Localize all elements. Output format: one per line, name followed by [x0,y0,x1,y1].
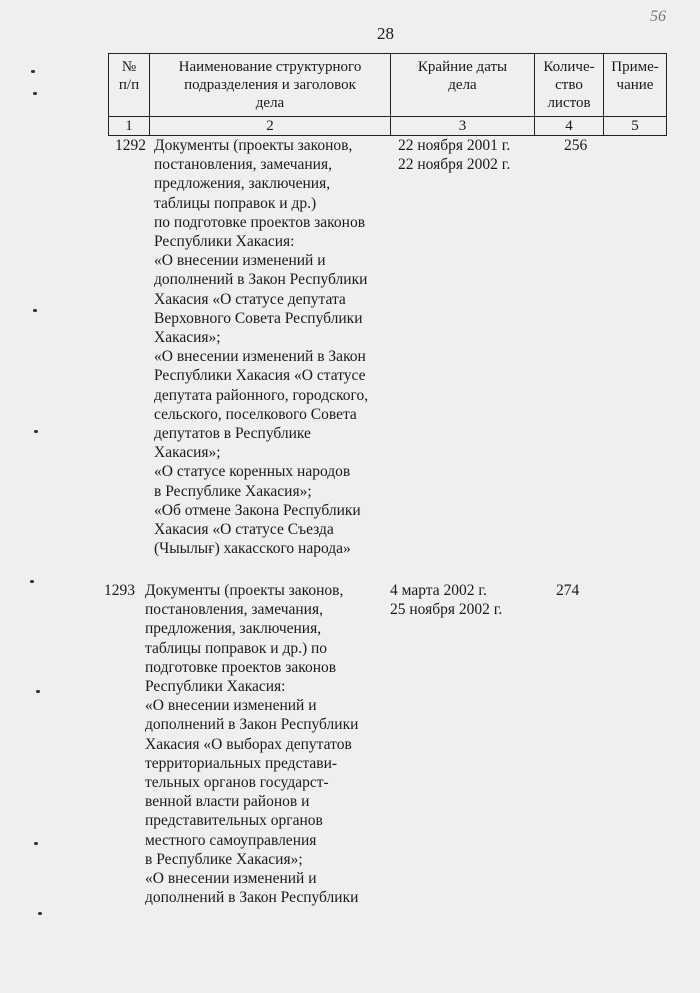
title-line: таблицы поправок и др.) [154,194,317,212]
title-line: предложения, заключения, [154,175,331,193]
title-line: постановления, замечания, [145,601,323,619]
header-number: № п/п [109,54,150,117]
page-number: 28 [377,24,394,43]
title-line: Хакасия «О статусе депутата [154,290,346,308]
title-line: местного самоуправления [145,831,317,849]
header-notes: Приме- чание [604,54,667,117]
title-line: Документы (проекты законов, [154,137,353,154]
header-title: Наименование структурного подразделения и заголовок дела [150,54,391,117]
scan-speck [33,309,37,312]
scan-speck [34,842,38,845]
date-line: 22 ноября 2001 г. [398,137,511,154]
title-line: Хакасия»; [154,329,221,347]
scan-speck [36,690,40,693]
title-line: Хакасия «О выборах депутатов [145,735,352,753]
inventory-table-header [108,53,667,136]
title-line: венной власти районов и [145,793,310,811]
title-line: «О внесении изменений и [154,252,326,270]
scan-speck [30,580,34,583]
archive-sheet-mark: 56 [650,8,666,25]
column-number: 3 [391,117,535,136]
title-line: Республики Хакасия «О статусе [154,367,366,385]
title-line: дополнений в Закон Республики [145,889,359,907]
title-line: предложения, заключения, [145,620,322,638]
scan-speck [38,912,42,915]
title-line: депутата районного, городского, [154,386,369,404]
entry-dates [390,581,502,619]
entry-sheets: 256 [564,137,588,154]
title-line: Хакасия «О статусе Съезда [154,521,334,539]
title-line: тельных органов государст- [145,774,329,792]
title-line: (Чыылығ) хакасского народа» [154,540,351,558]
entry-number: 1292 [115,137,146,154]
title-line: таблицы поправок и др.) по [145,639,328,657]
title-line: «О статусе коренных народов [154,463,351,481]
title-line: в Республике Хакасия»; [145,850,303,868]
title-line: по подготовке проектов законов [154,213,366,231]
title-line: депутатов в Республике [154,425,311,443]
title-line: «О внесении изменений и [145,870,317,888]
title-line: в Республике Хакасия»; [154,482,312,500]
scan-speck [34,430,38,433]
header-sheets: Количе- ство листов [535,54,604,117]
column-number: 4 [535,117,604,136]
title-line: дополнений в Закон Республики [154,271,368,289]
header-dates: Крайние даты дела [391,54,535,117]
title-line: «О внесении изменений в Закон [154,348,366,366]
title-line: «Об отмене Закона Республики [154,501,361,519]
entry-title [145,581,395,907]
scan-speck [33,92,37,95]
entry-number: 1293 [104,582,135,599]
title-line: Республики Хакасия: [154,233,295,251]
title-line: дополнений в Закон Республики [145,716,359,734]
title-line: Республики Хакасия: [145,678,286,696]
date-line: 22 ноября 2002 г. [398,156,511,174]
entry-title [154,136,404,558]
date-line: 25 ноября 2002 г. [390,601,503,619]
title-line: Хакасия»; [154,444,221,462]
table-row [0,581,700,911]
title-line: постановления, замечания, [154,156,332,174]
title-line: Верховного Совета Республики [154,309,363,327]
title-line: «О внесении изменений и [145,697,317,715]
entry-dates [398,136,510,174]
column-number: 1 [109,117,150,136]
column-number: 2 [150,117,391,136]
title-line: Документы (проекты законов, [145,582,344,599]
title-line: сельского, поселкового Совета [154,405,357,423]
column-number: 5 [604,117,667,136]
scan-speck [31,70,35,73]
table-row [0,136,700,566]
entry-sheets: 274 [556,582,580,599]
title-line: представительных органов [145,812,323,830]
date-line: 4 марта 2002 г. [390,582,487,599]
title-line: подготовке проектов законов [145,658,337,676]
title-line: территориальных представи- [145,754,338,772]
